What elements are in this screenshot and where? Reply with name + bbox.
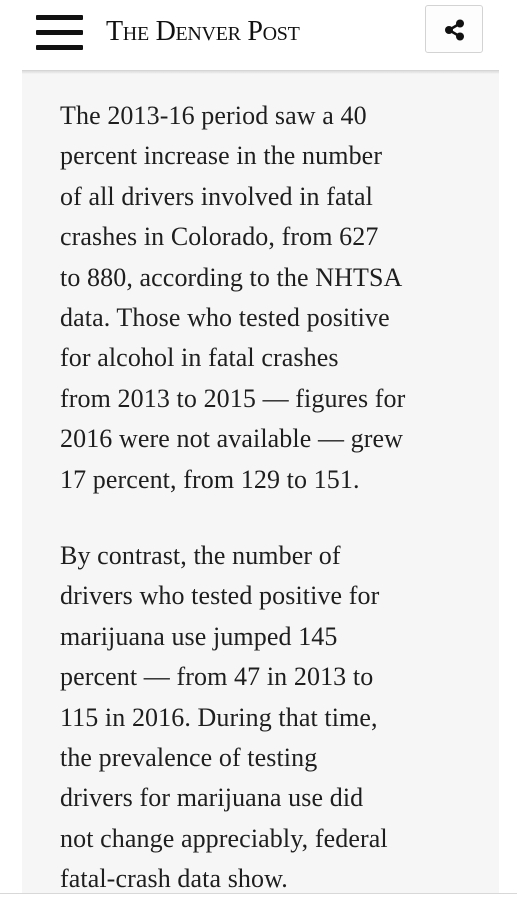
paragraph-line: from 2013 to 2015 — figures for [60,383,406,413]
paragraph-line: fatal-crash data show. [60,864,288,894]
share-icon [444,19,466,41]
menu-bar [36,45,83,50]
paragraph-line: The 2013-16 period saw a 40 [60,101,367,130]
paragraph-line: crashes in Colorado, from 627 [60,222,379,252]
menu-bar [36,15,83,20]
paragraph-line: drivers for marijuana use did [60,783,364,813]
paragraph-line: 2016 were not available — grew [60,424,404,454]
paragraph-line: the prevalence of testing [60,743,318,773]
site-logo[interactable]: The Denver Post [106,16,300,47]
paragraph-line: of all drivers involved in fatal [60,181,373,211]
article-paragraph [60,96,480,500]
article-paragraph [60,536,480,894]
paragraph-line: data. Those who tested positive [60,303,390,333]
bottom-divider [0,893,517,894]
paragraph-line: to 880, according to the NHTSA [60,262,403,292]
header-shadow [22,70,499,74]
article-body [22,72,499,894]
site-header [0,0,517,70]
paragraph-line: 115 in 2016. During that time, [60,702,378,732]
paragraph-line: 17 percent, from 129 to 151. [60,464,360,494]
paragraph-line: drivers who tested positive for [60,581,380,611]
share-button[interactable] [425,5,483,53]
paragraph-line: for alcohol in fatal crashes [60,343,339,373]
paragraph-line: marijuana use jumped 145 [60,621,338,651]
hamburger-menu-icon[interactable] [36,13,84,51]
menu-bar [36,30,83,35]
paragraph-line: percent increase in the number [60,141,383,171]
paragraph-line: percent — from 47 in 2013 to [60,662,374,692]
paragraph-line: not change appreciably, federal [60,823,388,853]
paragraph-line: By contrast, the number of [60,541,341,570]
